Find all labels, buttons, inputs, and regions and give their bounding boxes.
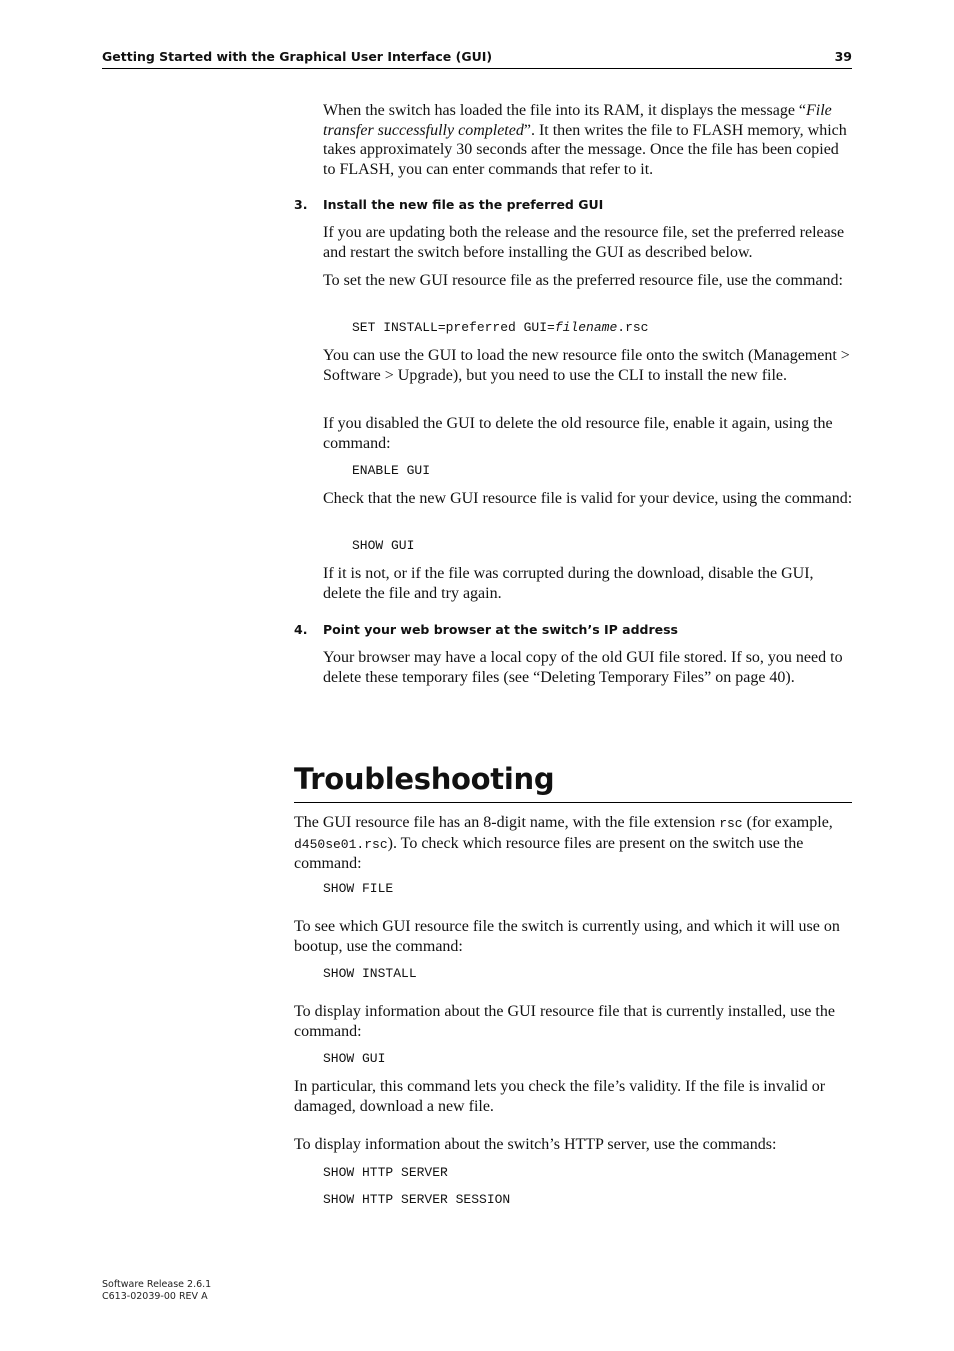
page-number: 39 [834,49,852,64]
running-header [102,48,852,69]
step-number: 3. [294,197,308,212]
text-a: The GUI resource file has an 8-digit name, with the file extension [294,814,720,831]
intro-text-b: ”. It then writes the file to FLASH memory, which takes approximately 30 seconds after the message. Once the file has been copied to FLASH, you can enter commands that refer to it. [323,121,847,178]
page-footer [102,1279,211,1303]
step3-paragraph-3: You can use the GUI to load the new resource file onto the switch (Management > Software > Upgrade), but you need to use the CLI to install the new file. [323,347,850,384]
section-heading: Troubleshooting [294,760,852,803]
footer-doc-number: C613-02039-00 REV A [102,1291,208,1302]
step3-paragraph-2: To set the new GUI resource file as the preferred resource file, use the command: [323,272,843,289]
troubleshooting-paragraph-3: To display information about the GUI resource file that is currently installed, use the command: [294,1003,835,1040]
step3-paragraph-5: Check that the new GUI resource file is valid for your device, using the command: [323,490,853,507]
troubleshooting-paragraph-5: To display information about the switch’s HTTP server, use the commands: [294,1136,777,1153]
troubleshooting-paragraph-4: In particular, this command lets you check the file’s validity. If the file is invalid or damaged, download a new file. [294,1078,826,1115]
code-italic-filename: filename [554,320,618,335]
code-set-install [352,320,648,335]
code-show-install: SHOW INSTALL [323,966,417,981]
code-enable-gui: ENABLE GUI [352,463,431,478]
step-3-heading [294,197,854,213]
text-c: ). To check which resource files are present on the switch use the command: [294,834,804,872]
code-inline-rsc: rsc [719,816,743,831]
step3-paragraph-4: If you disabled the GUI to delete the old resource file, enable it again, using the command: [323,415,833,452]
code-show-file: SHOW FILE [323,881,394,896]
step-4-heading [294,622,854,638]
code-part-a: SET INSTALL=preferred GUI= [352,320,555,335]
intro-text-a: When the switch has loaded the file into its RAM, it displays the message “ [323,102,807,119]
code-show-gui-2: SHOW GUI [323,1051,386,1066]
step-label: Install the new file as the preferred GUI [323,197,604,212]
step3-paragraph-1: If you are updating both the release and the resource file, set the preferred release and restart the switch before installing the GUI as described below. [323,224,845,261]
step-label: Point your web browser at the switch’s IP address [323,622,678,637]
troubleshooting-paragraph-1 [294,813,850,874]
code-inline-filename: d450se01.rsc [294,836,388,852]
code-show-gui: SHOW GUI [352,538,415,553]
step3-paragraph-6: If it is not, or if the file was corrupted during the download, disable the GUI, delete the file and try again. [323,565,814,602]
code-show-http-server-session: SHOW HTTP SERVER SESSION [323,1192,511,1207]
step4-paragraph: Your browser may have a local copy of the old GUI file stored. If so, you need to delete these temporary files (see “Deleting Temporary Files” on page 40). [323,649,843,686]
code-show-http-server: SHOW HTTP SERVER [323,1165,448,1180]
intro-italic-message: File transfer successfully completed [323,102,832,139]
troubleshooting-paragraph-2: To see which GUI resource file the switch is currently using, and which it will use on bootup, use the command: [294,918,840,955]
step-number: 4. [294,622,308,637]
header-title: Getting Started with the Graphical User Interface (GUI) [102,49,493,64]
text-b: (for example, [742,814,833,831]
footer-release: Software Release 2.6.1 [102,1279,212,1290]
intro-paragraph [323,101,855,179]
code-part-b: .rsc [617,320,649,335]
